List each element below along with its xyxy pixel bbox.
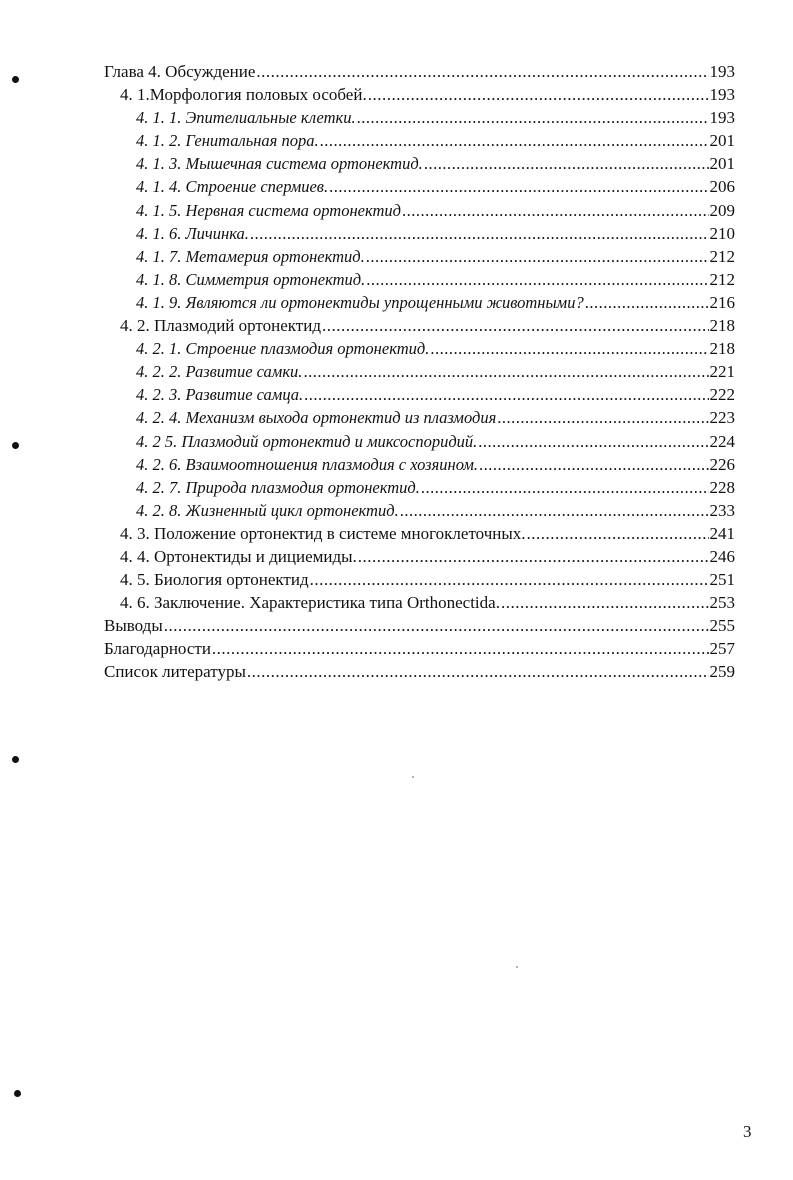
toc-entry-title: 4. 1.Морфология половых особей. bbox=[120, 85, 367, 105]
toc-entry-title: 4. 1. 4. Строение спермиев. bbox=[136, 177, 329, 197]
toc-entry bbox=[104, 499, 735, 522]
toc-entry bbox=[104, 175, 735, 198]
toc-entry-title: Глава 4. Обсуждение bbox=[104, 62, 256, 81]
toc-entry-page: 257 bbox=[709, 639, 735, 659]
toc-entry-title: 4. 2. 2. Развитие самки. bbox=[136, 362, 303, 382]
toc-entry-title: 4. 1. 7. Метамерия ортонектид. bbox=[136, 246, 365, 266]
toc-entry bbox=[104, 637, 735, 660]
toc-entry-page: 222 bbox=[709, 385, 735, 405]
toc-entry-page: 218 bbox=[709, 339, 735, 359]
toc-entry bbox=[104, 591, 735, 614]
toc-entry-title: 4. 3. Положение ортонектид в системе многоклеточных. bbox=[120, 523, 526, 543]
toc-entry bbox=[104, 222, 735, 245]
toc-entry bbox=[104, 568, 735, 591]
margin-mark-3 bbox=[12, 756, 19, 763]
toc-leader-dots bbox=[527, 522, 709, 545]
toc-entry-page: 221 bbox=[709, 362, 735, 382]
toc-entry bbox=[104, 129, 735, 152]
toc-entry bbox=[104, 383, 735, 406]
toc-entry-page: 193 bbox=[709, 108, 735, 128]
toc-entry-title: Благодарности bbox=[104, 639, 211, 659]
toc-entry-title: 4. 2. 7. Природа плазмодия ортонектид. bbox=[136, 477, 420, 497]
toc-entry-title: 4. 2. 6. Взаимоотношения плазмодия с хозяином. bbox=[136, 454, 478, 474]
toc-leader-dots bbox=[322, 314, 709, 337]
toc-leader-dots bbox=[497, 406, 708, 429]
toc-entry-title: 4. 2. 8. Жизненный цикл ортонектид. bbox=[136, 500, 399, 520]
toc-leader-dots bbox=[478, 430, 708, 453]
scan-speck-1 bbox=[412, 776, 414, 778]
toc-leader-dots bbox=[310, 568, 709, 591]
toc-entry-title: 4. 1. 6. Личинка. bbox=[136, 223, 249, 243]
toc-entry-page: 218 bbox=[709, 316, 735, 336]
toc-entry bbox=[104, 199, 735, 222]
toc-entry-page: 209 bbox=[709, 200, 735, 220]
toc-entry-page: 233 bbox=[709, 500, 735, 520]
toc-leader-dots bbox=[501, 591, 709, 614]
toc-leader-dots bbox=[250, 222, 709, 245]
toc-entry-page: 228 bbox=[709, 477, 735, 497]
toc-entry bbox=[104, 660, 735, 683]
toc-entry-title: 4. 2 5. Плазмодий ортонектид и миксоспоридий. bbox=[136, 431, 478, 451]
toc-entry-title: 4. 1. 5. Нервная система ортонектид bbox=[136, 200, 401, 220]
toc-entry-title: 4. 2. Плазмодий ортонектид bbox=[120, 316, 321, 336]
toc-entry-page: 206 bbox=[709, 177, 735, 197]
toc-entry-title: 4. 2. 4. Механизм выхода ортонектид из плазмодия bbox=[136, 408, 497, 428]
toc-entry-title: 4. 5. Биология ортонектид bbox=[120, 570, 309, 590]
toc-leader-dots bbox=[400, 499, 709, 522]
toc-entry bbox=[104, 291, 735, 314]
toc-entry-page: 246 bbox=[709, 546, 735, 566]
toc-entry bbox=[104, 314, 735, 337]
toc-leader-dots bbox=[320, 129, 709, 152]
toc-entry-title: Выводы bbox=[104, 616, 163, 636]
toc-entry bbox=[104, 268, 735, 291]
table-of-contents bbox=[104, 60, 735, 684]
toc-entry-page: 212 bbox=[709, 269, 735, 289]
toc-entry-page: 253 bbox=[709, 593, 735, 613]
toc-entry-title: 4. 6. Заключение. Характеристика типа Orthonectida. bbox=[120, 593, 500, 613]
toc-leader-dots bbox=[424, 152, 709, 175]
toc-entry bbox=[104, 614, 735, 637]
toc-leader-dots bbox=[329, 175, 708, 198]
toc-entry bbox=[104, 83, 735, 106]
toc-leader-dots bbox=[256, 60, 708, 83]
toc-entry-page: 201 bbox=[709, 154, 735, 174]
toc-leader-dots bbox=[430, 337, 708, 360]
toc-leader-dots bbox=[304, 383, 708, 406]
toc-entry-page: 226 bbox=[709, 454, 735, 474]
toc-entry-page: 210 bbox=[709, 223, 735, 243]
toc-leader-dots bbox=[366, 268, 708, 291]
page-number: 3 bbox=[743, 1122, 752, 1141]
toc-entry bbox=[104, 106, 735, 129]
toc-entry bbox=[104, 522, 735, 545]
toc-entry-page: 259 bbox=[709, 662, 735, 682]
toc-leader-dots bbox=[164, 614, 709, 637]
margin-mark-1 bbox=[12, 76, 19, 83]
toc-leader-dots bbox=[585, 291, 709, 314]
toc-entry-title: 4. 1. 9. Являются ли ортонектиды упрощенными животными? bbox=[136, 292, 584, 312]
toc-leader-dots bbox=[247, 660, 709, 683]
toc-entry bbox=[104, 406, 735, 429]
toc-entry-title: 4. 1. 1. Эпителиальные клетки. bbox=[136, 108, 356, 128]
toc-entry-title: 4. 1. 3. Мышечная система ортонектид. bbox=[136, 154, 423, 174]
toc-entry-page: 201 bbox=[709, 131, 735, 151]
toc-entry-page: 193 bbox=[709, 62, 735, 81]
toc-entry-title: 4. 2. 3. Развитие самца. bbox=[136, 385, 304, 405]
toc-leader-dots bbox=[212, 637, 709, 660]
toc-entry bbox=[104, 152, 735, 175]
margin-mark-4 bbox=[14, 1090, 21, 1097]
toc-entry bbox=[104, 453, 735, 476]
toc-leader-dots bbox=[421, 476, 709, 499]
toc-entry-page: 212 bbox=[709, 246, 735, 266]
toc-leader-dots bbox=[303, 360, 708, 383]
toc-entry-title: 4. 4. Ортонектиды и дициемиды. bbox=[120, 546, 357, 566]
toc-entry-page: 224 bbox=[709, 431, 735, 451]
toc-entry bbox=[104, 60, 735, 83]
toc-entry bbox=[104, 360, 735, 383]
toc-entry-page: 193 bbox=[709, 85, 735, 105]
toc-leader-dots bbox=[358, 545, 709, 568]
toc-entry-page: 223 bbox=[709, 408, 735, 428]
toc-leader-dots bbox=[402, 199, 709, 222]
scan-speck-2 bbox=[516, 966, 518, 968]
toc-leader-dots bbox=[368, 83, 709, 106]
toc-entry bbox=[104, 337, 735, 360]
toc-leader-dots bbox=[479, 453, 709, 476]
toc-leader-dots bbox=[366, 245, 709, 268]
toc-entry bbox=[104, 430, 735, 453]
toc-entry bbox=[104, 545, 735, 568]
toc-entry-title: Список литературы bbox=[104, 662, 246, 682]
toc-entry-title: 4. 1. 8. Симметрия ортонектид. bbox=[136, 269, 366, 289]
toc-entry bbox=[104, 476, 735, 499]
toc-entry-page: 241 bbox=[709, 523, 735, 543]
toc-entry-page: 255 bbox=[709, 616, 735, 636]
toc-entry-page: 251 bbox=[709, 570, 735, 590]
toc-leader-dots bbox=[357, 106, 709, 129]
toc-entry-title: 4. 1. 2. Генитальная пора. bbox=[136, 131, 319, 151]
toc-entry bbox=[104, 245, 735, 268]
margin-mark-2 bbox=[12, 442, 19, 449]
toc-entry-title: 4. 2. 1. Строение плазмодия ортонектид. bbox=[136, 339, 430, 359]
toc-entry-page: 216 bbox=[709, 292, 735, 312]
